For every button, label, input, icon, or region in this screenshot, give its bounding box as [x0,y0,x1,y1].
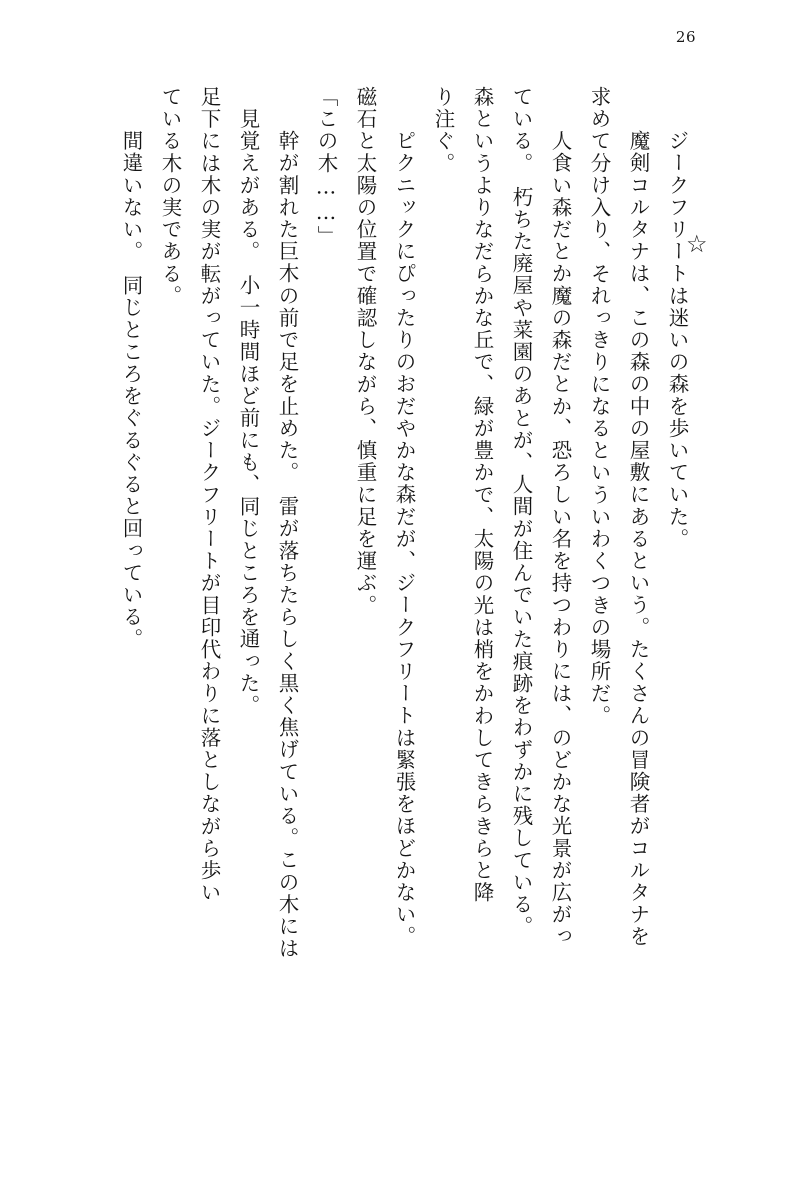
text-line: り注ぐ。 [431,86,455,175]
page-number: 26 [675,28,696,46]
star-ornament-icon: ☆ [686,230,708,258]
text-line: 見覚えがある。 小一時間ほど前にも、同じところを通った。 [236,108,260,717]
text-line: 求めて分け入り、それっきりになるといういわくつきの場所だ。 [587,86,611,727]
text-line: ピクニックにぴったりのおだやかな森だが、ジークフリートは緊張をほどかない。 [392,108,416,948]
text-line: 魔剣コルタナは、この森の中の屋敷にあるという。たくさんの冒険者がコルタナを [626,108,650,948]
vertical-text-block [40,86,696,1166]
text-line: ている。 朽ちた廃屋や菜園のあとが、人間が住んでいた痕跡をわずかに残している。 [509,86,533,938]
text-line: 足下には木の実が転がっていた。ジークフリートが目印代わりに落としながら歩い [197,86,221,904]
text-line: ジークフリートは迷いの森を歩いていた。 [665,108,689,550]
text-line: 間違いない。 同じところをぐるぐると回っている。 [119,108,143,651]
text-line: 森というよりなだらかな丘で、緑が豊かで、太陽の光は梢をかわしてきらきらと降 [470,86,494,904]
text-line: ている木の実である。 [158,86,182,307]
text-line: 幹が割れた巨木の前で足を止めた。 雷が落ちたらしく黒く焦げている。この木には [275,108,299,960]
text-line: 「この木……」 [314,86,338,248]
text-line: 人食い森だとか魔の森だとか、恐ろしい名を持つわりには、のどかな光景が広がっ [548,108,572,948]
text-line: 磁石と太陽の位置で確認しながら、慎重に足を運ぶ。 [353,86,377,617]
